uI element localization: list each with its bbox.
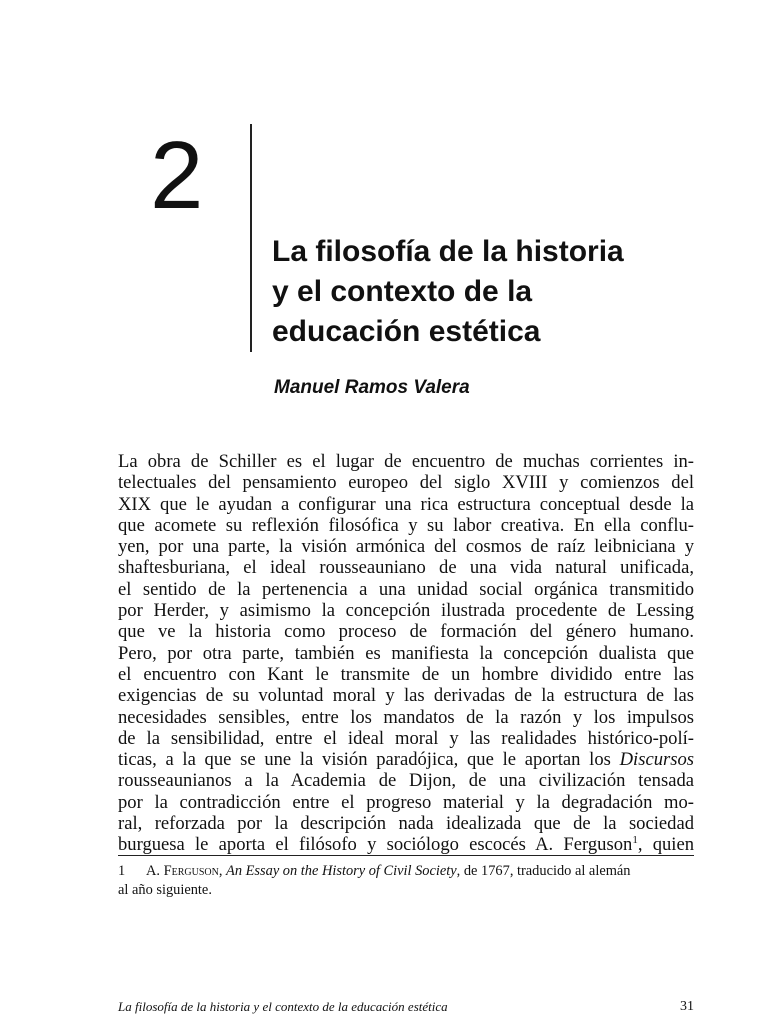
body-line: por la contradicción entre el progreso material y la degradación mo-	[118, 791, 694, 813]
body-line: telectuales del pensamiento europeo del siglo XVIII y comienzos del	[118, 472, 694, 494]
body-line-with-footnote-ref	[118, 834, 694, 855]
body-paragraph	[118, 451, 694, 856]
italic-term-discursos: Discursos	[619, 749, 695, 771]
body-line-with-italic	[118, 749, 694, 770]
body-line: XIX que le ayudan a configurar una rica estructura conceptual desde la	[118, 493, 694, 515]
footnote-book-title: An Essay on the History of Civil Society	[226, 863, 457, 879]
body-line-text: burguesa le aporta el filósofo y sociólogo escocés A. Ferguson	[118, 834, 633, 856]
running-footer-title: La filosofía de la historia y el contexto de la educación estética	[118, 999, 448, 1014]
body-line: que ve la historia como proceso de formación del género humano.	[118, 621, 694, 643]
body-line: Pero, por otra parte, también es manifiesta la concepción dualista que	[118, 642, 694, 664]
footnote	[118, 862, 694, 900]
chapter-author: Manuel Ramos Valera	[274, 377, 470, 398]
chapter-divider-rule	[250, 124, 252, 352]
body-line: yen, por una parte, la visión armónica del cosmos de raíz leibniciana y	[118, 536, 694, 558]
body-line: por Herder, y asimismo la concepción ilustrada procedente de Lessing	[118, 600, 694, 622]
footnote-separator	[118, 855, 694, 856]
footnote-author: A. Ferguson	[146, 863, 219, 879]
body-line-text: ticas, a la que se une la visión paradójica, que le aportan los	[118, 749, 611, 771]
body-line: el encuentro con Kant le transmite de un hombre dividido entre las	[118, 663, 694, 685]
body-line: shaftesburiana, el ideal rousseauniano de una vida natural unificada,	[118, 557, 694, 579]
chapter-title-line: La filosofía de la historia	[272, 235, 624, 268]
body-line: ral, reforzada por la descripción nada idealizada que de la sociedad	[118, 813, 694, 835]
body-line: que acomete su reflexión filosófica y su labor creativa. En ella conflu-	[118, 514, 694, 536]
chapter-title-line: educación estética	[272, 315, 541, 348]
body-line: necesidades sensibles, entre los mandatos de la razón y los impulsos	[118, 706, 694, 728]
footnote-reference[interactable]: 1	[632, 834, 638, 847]
body-line: La obra de Schiller es el lugar de encuentro de muchas corrientes in-	[118, 451, 694, 472]
footnote-line: al año siguiente.	[118, 882, 212, 898]
chapter-number: 2	[150, 122, 204, 229]
body-line: exigencias de su voluntad moral y las derivadas de la estructura de las	[118, 685, 694, 707]
page-number: 31	[680, 999, 694, 1014]
chapter-title	[272, 232, 732, 352]
footnote-text: , de 1767, traducido al alemán	[456, 863, 631, 879]
body-line: el sentido de la pertenencia a una unidad social orgánica transmitido	[118, 578, 694, 600]
footnote-number: 1	[118, 863, 126, 879]
body-line: de la sensibilidad, entre el ideal moral y las realidades histórico-polí-	[118, 727, 694, 749]
chapter-title-line: y el contexto de la	[272, 275, 533, 308]
footnote-line	[118, 862, 694, 881]
footnote-comma: ,	[218, 863, 223, 879]
body-line: rousseaunianos a la Academia de Dijon, de una civilización tensada	[118, 770, 694, 792]
body-line-tail: , quien	[637, 834, 695, 856]
